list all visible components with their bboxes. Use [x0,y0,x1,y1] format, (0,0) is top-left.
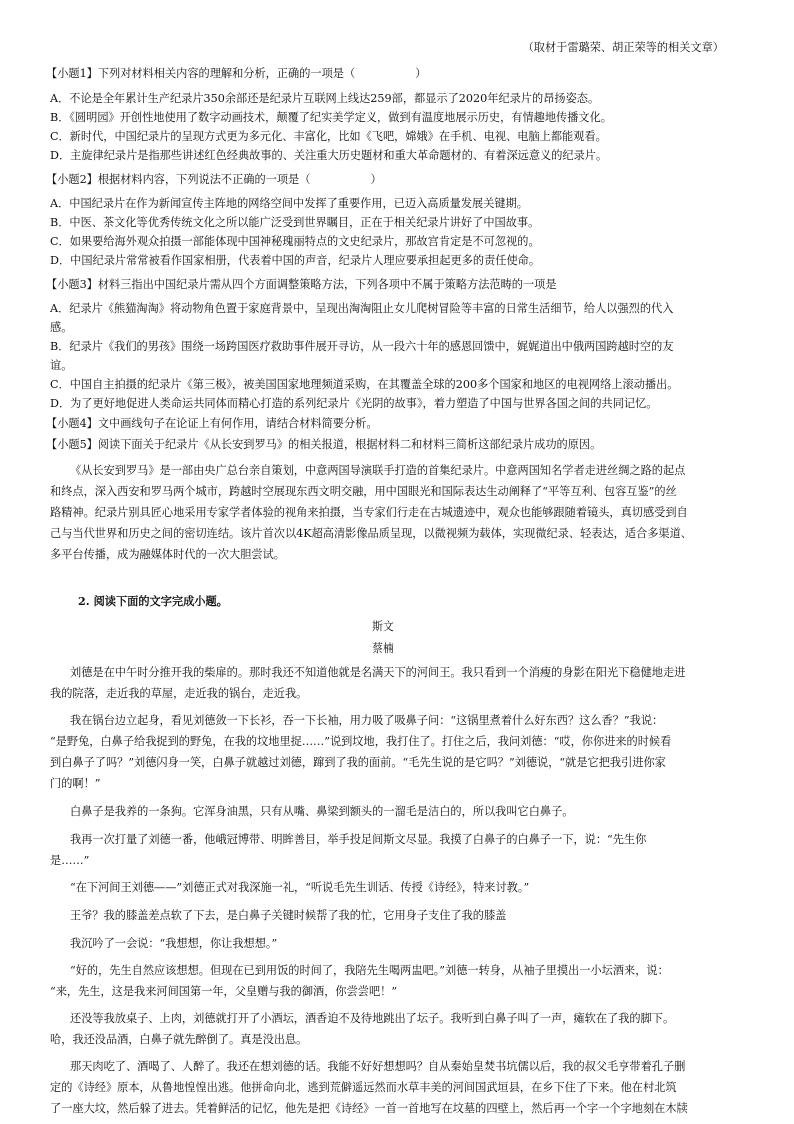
story-line: 到白鼻子了吗？”刘德闪身一笑，白鼻子就越过刘德，蹿到了我的面前。“毛先生说的是它吗？”刘德说，“就是它把我引进你家 [50,756,666,769]
q3-option-c: C．中国自主拍摄的纪录片《第三极》，被美国国家地理频道采购，在其覆盖全球的200多个国家和地区的电视网络上滚动播出。 [50,378,679,391]
question-3-stem: 【小题3】材料三指出中国纪录片需从四个方面调整策略方法，下列各项中不属于策略方法范畴的一项是 [46,278,557,291]
story-line: “好的，先生自然应该想想。但现在已到用饭的时间了，我陪先生喝两盅吧。”刘德一转身，从袖子里摸出一小坛酒来，说： [70,964,669,977]
q1-option-d: D．主旋律纪录片是指那些讲述红色经典故事的、关注重大历史题材和重大革命题材的、有着深远意义的纪录片。 [50,149,608,162]
q3-option-a-cont: 感。 [50,321,73,334]
question-1-text: 【小题1】下列对材料相关内容的理解和分析，正确的一项是（ [46,67,356,80]
q5-passage-line: 路精神。纪录片别具匠心地采用专家学者体验的视角来拍摄，当专家们行走在古城遗迹中，观众也能够跟随着镜头，真切感受到自 [50,506,688,519]
q5-passage-line: 和终点，深入西安和罗马两个城市，跨越时空展现东西文明交融，用中国眼光和国际表达生动阐释了“平等互利、包容互鉴”的丝 [50,485,677,498]
q1-option-b: B．《圆明园》开创性地使用了数字动画技术，颠覆了纪实美学定义，做到有温度地展示历史，有情趣地传播文化。 [50,111,612,124]
q5-passage-line: 《从长安到罗马》是一部由央广总台亲自策划，中意两国导演联手打造的首集纪录片。中意两国知名学者走进丝绸之路的起点 [70,464,686,477]
source-note: （取材于雷璐荣、胡正荣等的相关文章） [522,41,724,54]
q1-option-a: A．不论是全年累计生产纪录片350余部还是纪录片互联网上线达259部，都显示了2020年纪录片的昂扬姿态。 [50,92,600,105]
question-1-stem [46,66,426,81]
story-line: 刘德是在中午时分推开我的柴扉的。那时我还不知道他就是名满天下的河间王。我只看到一个消瘦的身影在阳光下稳健地走进 [70,666,686,679]
q5-passage-line: 多平台传播，成为融媒体时代的一次大胆尝试。 [50,548,285,561]
story-line: 白鼻子是我养的一条狗。它浑身油黑，只有从嘴、鼻梁到额头的一溜毛是洁白的，所以我叫它白鼻子。 [70,805,574,818]
story-line: 我的院落，走近我的草屋，走近我的锅台，走近我。 [50,687,308,700]
question-1-close: ） [415,67,427,80]
story-title: 斯文 [372,620,394,633]
story-line: 了一座大坟，然后躲了进去。凭着鲜活的记忆，他先是把《诗经》一首一首地写在坟墓的四壁上，然后再一个字一个字地刻在木牍 [50,1102,688,1115]
story-author: 蔡楠 [372,642,394,655]
q2-option-a: A．中国纪录片在作为新闻宣传主阵地的网络空间中发挥了重要作用，已迈入高质量发展关键期。 [50,197,528,210]
story-line: 我在锅台边立起身，看见刘德敛一下长衫，吞一下长袖，用力吸了吸鼻子问：“这锅里煮着什么好东西？这么香？”我说： [70,714,664,727]
story-line: 那天肉吃了、酒喝了、人醉了。我还在想刘德的话。我能不好好想想吗？自从秦始皇焚书坑儒以后，我的叔父毛亨带着孔子删 [70,1060,686,1073]
question-2-text: 【小题2】根据材料内容，下列说法不正确的一项是（ [46,173,311,186]
question-5: 【小题5】阅读下面关于纪录片《从长安到罗马》的相关报道，根据材料二和材料三简析这部纪录片成功的原因。 [46,438,602,451]
q1-option-c: C．新时代，中国纪录片的呈现方式更为多元化、丰富化，比如《飞吧，嫦娥》在手机、电视、电脑上都能观看。 [50,130,607,143]
section-2-heading: 2. 阅读下面的文字完成小题。 [78,594,228,608]
q2-option-d: D．中国纪录片常常被看作国家相册，代表着中国的声音，纪录片人理应要承担起更多的责任使命。 [50,254,541,267]
q2-option-c: C．如果要给海外观众拍摄一部能体现中国神秘瑰丽特点的文史纪录片，那故宫肯定是不可忽视的。 [50,235,540,248]
question-4: 【小题4】文中画线句子在论证上有何作用，请结合材料简要分析。 [46,417,378,430]
story-line: 还没等我放桌子、上肉，刘德就打开了小酒坛，酒香迫不及待地跳出了坛子。我听到白鼻子叫了一声，瘫软在了我的脚下。 [70,1012,675,1025]
story-line: “在下河间王刘德——”刘德正式对我深施一礼，“听说毛先生训话、传授《诗经》，特来讨教。” [70,881,530,894]
q3-option-b-cont: 谊。 [50,359,73,372]
story-line: “是野兔，白鼻子给我捉到的野兔，在我的坟地里捉……”说到坟地，我打住了。打住之后，我问刘德：“哎，你你进来的时候看 [50,735,672,748]
question-2-close: ） [370,173,382,186]
story-line: 哈，我还没品酒，白鼻子就先醉倒了。真是没出息。 [50,1033,308,1046]
q2-option-b: B．中医、茶文化等优秀传统文化之所以能广泛受到世界瞩目，正在于相关纪录片讲好了中国故事。 [50,216,540,229]
story-line: 王爷？我的膝盖差点软了下去，是白鼻子关键时候帮了我的忙，它用身子支住了我的膝盖 [70,909,507,922]
story-line: 是……” [50,854,90,867]
story-line: 门的啊！” [50,777,101,790]
q3-option-b: B．纪录片《我们的男孩》围绕一场跨国医疗救助事件展开寻访，从一段六十年的感恩回馈中，娓娓道出中俄两国跨越时空的友 [50,340,674,353]
story-line: “来，先生，这是我来河间国第一年，父皇赠与我的御酒，你尝尝吧！” [50,985,398,998]
q3-option-d: D．为了更好地促进人类命运共同体而精心打造的系列纪录片《光阴的故事》，着力塑造了中国与世界各国之间的共同记忆。 [50,397,658,410]
question-2-stem [46,172,382,187]
story-line: 我沉吟了一会说：“我想想，你让我想想。” [70,937,278,950]
story-line: 定的《诗经》原本，从鲁地惶惶出逃。他拼命向北，逃到荒僻遥远然而水草丰美的河间国武垣县，在乡下住了下来。他在村北筑 [50,1081,677,1094]
q3-option-a: A．纪录片《熊猫淘淘》将动物角色置于家庭背景中，呈现出淘淘阻止女儿爬树冒险等丰富的日常生活细节，给人以强烈的代入 [50,302,674,315]
story-line: 我再一次打量了刘德一番，他峨冠博带、明眸善目，举手投足间斯文尽显。我摸了白鼻子的白鼻子一下，说：“先生你 [70,833,647,846]
q5-passage-line: 己与当代世界和历史之间的密切连结。该片首次以4K超高清影像品质呈现，以微视频为载体，实现微纪录、轻表达，适合多渠道、 [50,527,692,540]
